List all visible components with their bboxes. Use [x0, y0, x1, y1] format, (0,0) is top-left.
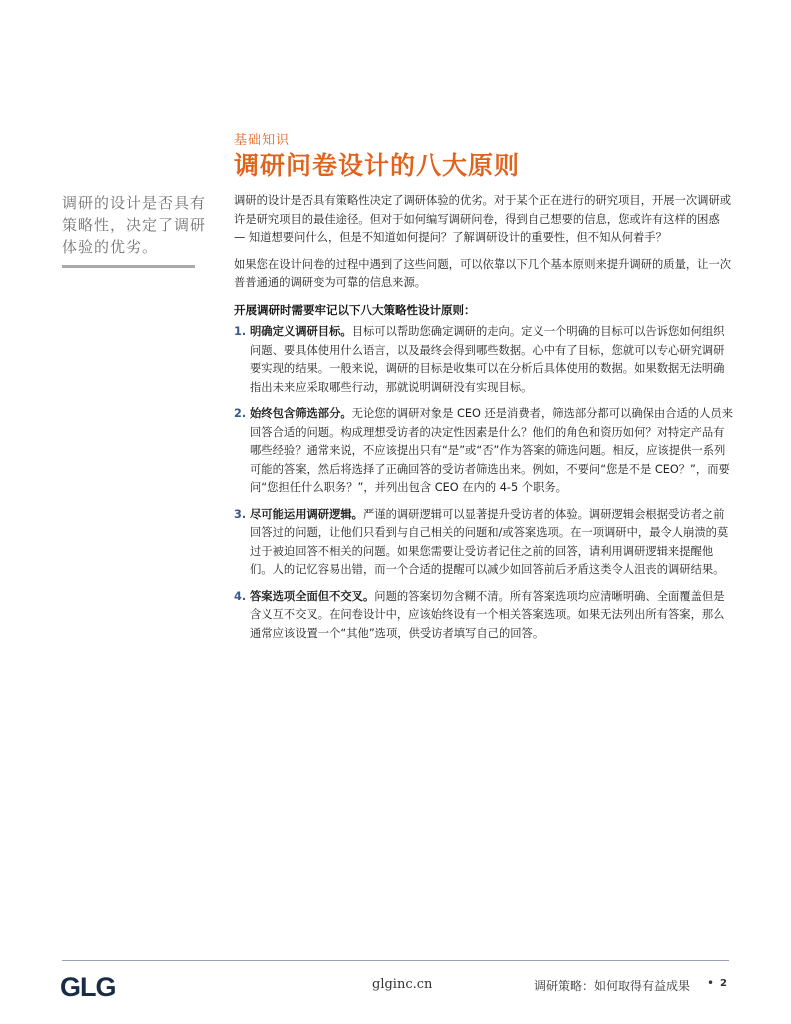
list-item: [234, 405, 734, 498]
list-number: 3.: [234, 507, 247, 521]
list-item-lead: 明确定义调研目标。: [250, 325, 352, 338]
list-number: 2.: [234, 407, 247, 420]
list-item: [234, 588, 734, 644]
list-number: 4.: [234, 589, 247, 603]
list-item: [234, 323, 734, 397]
second-paragraph: 如果您在设计问卷的过程中遇到了这些问题，可以依靠以下几个基本原则来提升调研的质量，让一次普普通通的调研变为可靠的信息来源。: [234, 257, 732, 289]
list-item-text: 严谨的调研逻辑可以显著提升受访者的体验。调研逻辑会根据受访者之前回答过的问题，让他们只看到与自己相关的问题和/或答案选项。在一项调研中，最令人崩溃的莫过于被迫回答不相关的问题。如果您需要让受访者记住之前的回答，请利用调研逻辑来提醒他们。人的记忆容易出错，而一个合适的提醒可以减少如回答前后矛盾这类令人沮丧的调研结果。: [250, 507, 729, 576]
footer-website: glginc.cn: [372, 977, 433, 992]
pull-quote: 调研的设计是否具有策略性，决定了调研体验的优劣。: [62, 194, 207, 256]
list-item: [234, 506, 734, 580]
list-item-lead: 尽可能运用调研逻辑。: [250, 507, 363, 521]
list-item-lead: 答案选项全面但不交叉。: [250, 589, 375, 603]
glg-logo: GLG: [60, 972, 116, 1002]
page-number: 2: [720, 978, 727, 989]
list-item-lead: 始终包含筛选部分。: [250, 407, 352, 420]
main-content: [234, 192, 734, 651]
section-kicker: 基础知识: [234, 133, 291, 148]
intro-paragraph: 调研的设计是否具有策略性决定了调研体验的优劣。对于某个正在进行的研究项目，开展一次调研或许是研究项目的最佳途径。但对于如何编写调研问卷，得到自己想要的信息，您或许有这样的困惑 — 知道想要问什么，但是不知道如何提问？了解调研设计的重要性，但不知从何着手？: [234, 194, 732, 244]
list-item-text: 目标可以帮助您确定调研的走向。定义一个明确的目标可以告诉您如何组织问题、要具体使用什么语言，以及最终会得到哪些数据。心中有了目标，您就可以专心研究调研要实现的结果。一般来说，调研的目标是收集可以在分析后具体使用的数据。如果数据无法明确指出未来应采取哪些行动，那就说明调研没有实现目标。: [250, 325, 725, 394]
footer-document-title: 调研策略：如何取得有益成果: [534, 979, 691, 993]
page-title: 调研问卷设计的八大原则: [234, 151, 521, 180]
list-item-text: 无论您的调研对象是 CEO 还是消费者，筛选部分都可以确保由合适的人员来回答合适的问题。构成理想受访者的决定性因素是什么？他们的角色和资历如何？对特定产品有哪些经验？通常来说，不应该提出只有“是”或“否”作为答案的筛选问题。相反，应该提供一系列可能的答案，然后将选择了正确回答的受访者筛选出来。例如，不要问“您是不是 CEO？”，而要问“您担任什么职务？”，并列出包含 CEO 在内的 4-5 个职务。: [250, 407, 733, 494]
footer-rule: [62, 960, 729, 961]
principles-subhead: 开展调研时需要牢记以下八大策略性设计原则：: [234, 302, 476, 317]
footer-separator-dot: •: [707, 976, 715, 990]
principles-list: [234, 323, 734, 643]
list-item-text: 问题的答案切勿含糊不清。所有答案选项均应清晰明确、全面覆盖但是含义互不交叉。在问卷设计中，应该始终设有一个相关答案选项。如果无法列出所有答案，那么通常应该设置一个“其他”选项，供受访者填写自己的回答。: [250, 589, 725, 640]
list-number: 1.: [234, 325, 247, 338]
pull-quote-rule: [62, 265, 195, 268]
